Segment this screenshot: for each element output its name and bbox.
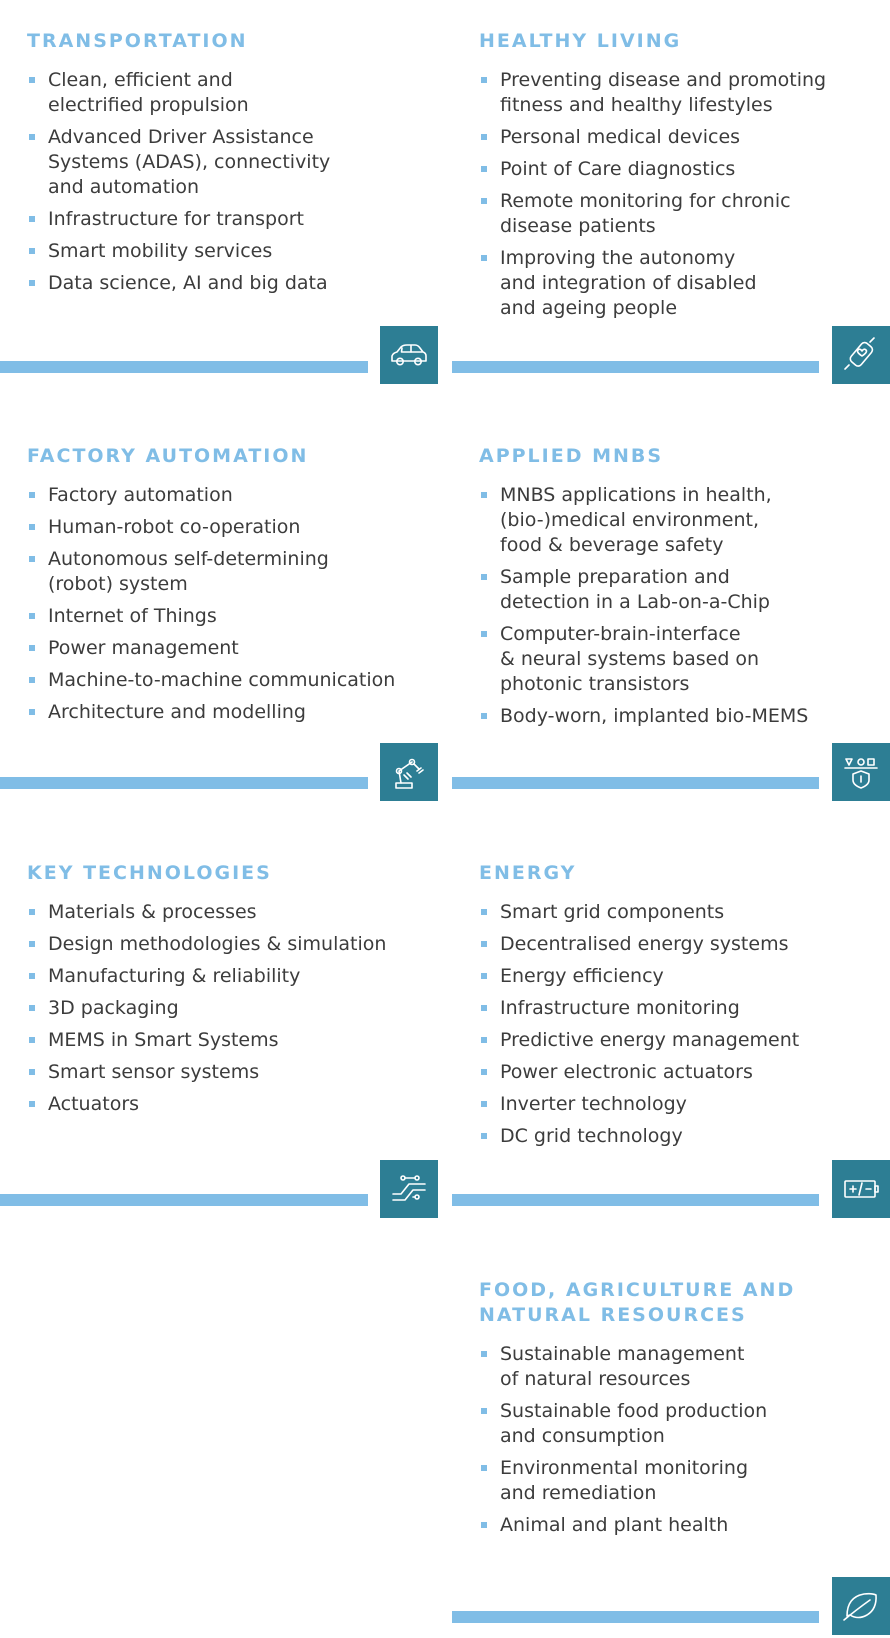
- list-item: Smart grid components: [479, 900, 879, 925]
- list-item: Human-robot co-operation: [27, 515, 427, 540]
- section-title: APPLIED MNBS: [479, 445, 664, 467]
- list-item: Sample preparation and detection in a Lab-on-a-Chip: [479, 565, 879, 615]
- item-list: [27, 68, 427, 296]
- list-item: Actuators: [27, 1092, 427, 1117]
- list-item: Environmental monitoring and remediation: [479, 1456, 879, 1506]
- list-item: Factory automation: [27, 483, 427, 508]
- list-item: Sustainable management of natural resources: [479, 1342, 879, 1392]
- item-list: [27, 900, 427, 1117]
- section-healthy-living: [479, 29, 879, 328]
- list-item: Smart sensor systems: [27, 1060, 427, 1085]
- section-title: ENERGY: [479, 862, 577, 884]
- item-list: [479, 483, 879, 729]
- list-item: Autonomous self-determining (robot) system: [27, 547, 427, 597]
- list-item: Machine-to-machine communication: [27, 668, 427, 693]
- list-item: MNBS applications in health, (bio-)medical environment, food & beverage safety: [479, 483, 879, 558]
- list-item: Sustainable food production and consumption: [479, 1399, 879, 1449]
- item-list: [479, 1342, 879, 1538]
- list-item: Personal medical devices: [479, 125, 879, 150]
- list-item: Improving the autonomy and integration of disabled and ageing people: [479, 246, 879, 321]
- list-item: Design methodologies & simulation: [27, 932, 427, 957]
- section-key-technologies: [27, 861, 427, 1124]
- divider-bar: [452, 1611, 819, 1623]
- list-item: Infrastructure monitoring: [479, 996, 879, 1021]
- section-title: TRANSPORTATION: [27, 30, 248, 52]
- list-item: Inverter technology: [479, 1092, 879, 1117]
- list-item: Internet of Things: [27, 604, 427, 629]
- list-item: Data science, AI and big data: [27, 271, 427, 296]
- list-item: Architecture and modelling: [27, 700, 427, 725]
- item-list: [479, 900, 879, 1149]
- list-item: Energy efficiency: [479, 964, 879, 989]
- item-list: [27, 483, 427, 725]
- list-item: Materials & processes: [27, 900, 427, 925]
- divider-bar: [452, 777, 819, 789]
- section-applied-mnbs: [479, 444, 879, 736]
- list-item: Remote monitoring for chronic disease patients: [479, 189, 879, 239]
- health-device-icon: [832, 326, 890, 384]
- list-item: 3D packaging: [27, 996, 427, 1021]
- list-item: Decentralised energy systems: [479, 932, 879, 957]
- list-item: Manufacturing & reliability: [27, 964, 427, 989]
- divider-bar: [0, 777, 368, 789]
- list-item: Preventing disease and promoting fitness and healthy lifestyles: [479, 68, 879, 118]
- list-item: Advanced Driver Assistance Systems (ADAS), connectivity and automation: [27, 125, 427, 200]
- list-item: Body-worn, implanted bio-MEMS: [479, 704, 879, 729]
- section-title: FACTORY AUTOMATION: [27, 445, 309, 467]
- list-item: Smart mobility services: [27, 239, 427, 264]
- section-transportation: [27, 29, 427, 303]
- section-food-agriculture: [479, 1278, 879, 1545]
- section-energy: [479, 861, 879, 1156]
- list-item: Power electronic actuators: [479, 1060, 879, 1085]
- leaf-icon: [832, 1577, 890, 1635]
- list-item: Predictive energy management: [479, 1028, 879, 1053]
- list-item: Clean, efficient and electrified propulsion: [27, 68, 427, 118]
- list-item: Point of Care diagnostics: [479, 157, 879, 182]
- car-icon: [380, 326, 438, 384]
- divider-bar: [0, 361, 368, 373]
- list-item: Animal and plant health: [479, 1513, 879, 1538]
- item-list: [479, 68, 879, 321]
- divider-bar: [452, 1194, 819, 1206]
- section-title: FOOD, AGRICULTURE AND NATURAL RESOURCES: [479, 1279, 796, 1326]
- divider-bar: [452, 361, 819, 373]
- divider-bar: [0, 1194, 368, 1206]
- section-factory-automation: [27, 444, 427, 732]
- robot-arm-icon: [380, 743, 438, 801]
- list-item: MEMS in Smart Systems: [27, 1028, 427, 1053]
- shapes-shield-icon: [832, 743, 890, 801]
- list-item: DC grid technology: [479, 1124, 879, 1149]
- list-item: Power management: [27, 636, 427, 661]
- list-item: Computer-brain-interface & neural systems based on photonic transistors: [479, 622, 879, 697]
- section-title: HEALTHY LIVING: [479, 30, 682, 52]
- section-title: KEY TECHNOLOGIES: [27, 862, 272, 884]
- list-item: Infrastructure for transport: [27, 207, 427, 232]
- battery-icon: [832, 1160, 890, 1218]
- circuit-icon: [380, 1160, 438, 1218]
